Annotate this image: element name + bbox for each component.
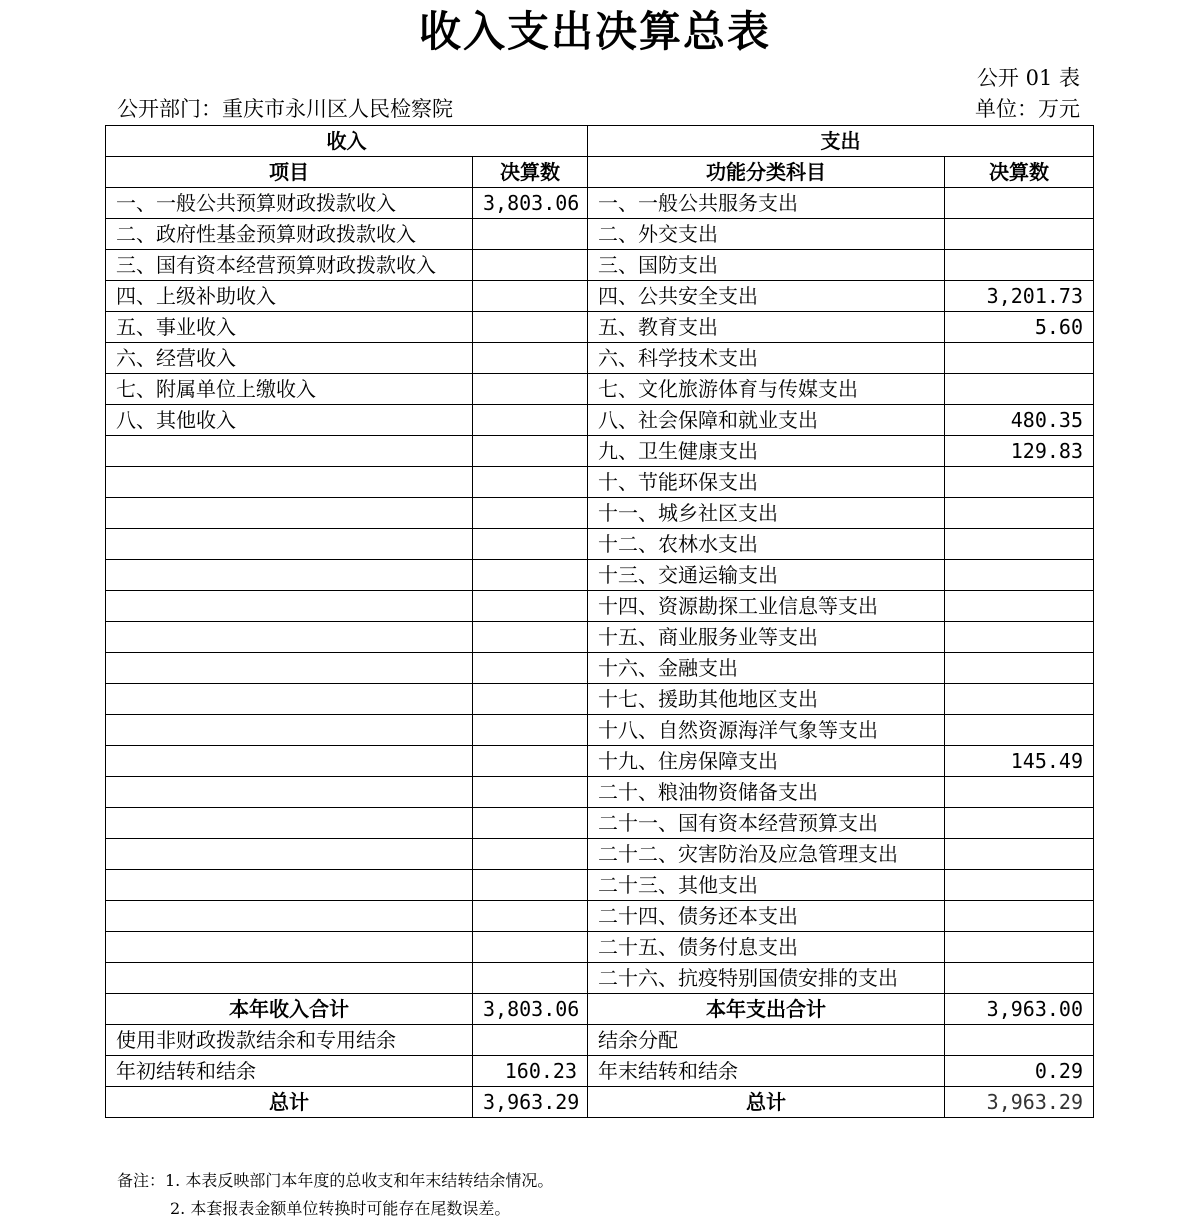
table-row xyxy=(106,622,1094,653)
expense-label-cell: 总计 xyxy=(588,1087,945,1118)
income-value-cell xyxy=(473,808,588,839)
expense-label-cell: 十六、金融支出 xyxy=(588,653,945,684)
income-label-cell xyxy=(106,901,473,932)
income-value-cell xyxy=(473,684,588,715)
income-label-cell: 三、国有资本经营预算财政拨款收入 xyxy=(106,250,473,281)
expense-label-cell: 五、教育支出 xyxy=(588,312,945,343)
income-value-cell xyxy=(473,467,588,498)
expense-value-cell: 145.49 xyxy=(945,746,1094,777)
income-label-cell xyxy=(106,653,473,684)
expense-label-cell: 本年支出合计 xyxy=(588,994,945,1025)
expense-label-cell: 二、外交支出 xyxy=(588,219,945,250)
amount2-column-header: 决算数 xyxy=(945,157,1094,188)
table-row xyxy=(106,963,1094,994)
income-label-cell: 四、上级补助收入 xyxy=(106,281,473,312)
expense-label-cell: 十七、援助其他地区支出 xyxy=(588,684,945,715)
table-row xyxy=(106,870,1094,901)
table-row xyxy=(106,901,1094,932)
income-value-cell xyxy=(473,250,588,281)
income-label-cell xyxy=(106,622,473,653)
income-label-cell: 五、事业收入 xyxy=(106,312,473,343)
income-value-cell xyxy=(473,622,588,653)
income-value-cell: 3,803.06 xyxy=(473,188,588,219)
form-number: 公开 01 表 xyxy=(976,66,1080,90)
table-row xyxy=(106,839,1094,870)
table-row xyxy=(106,932,1094,963)
expense-label-cell: 八、社会保障和就业支出 xyxy=(588,405,945,436)
note-line-1: 备注：1. 本表反映部门本年度的总收支和年末结转结余情况。 xyxy=(117,1171,554,1190)
expense-value-cell xyxy=(945,839,1094,870)
income-label-cell: 七、附属单位上缴收入 xyxy=(106,374,473,405)
expense-label-cell: 十五、商业服务业等支出 xyxy=(588,622,945,653)
income-value-cell xyxy=(473,901,588,932)
expense-value-cell xyxy=(945,560,1094,591)
expense-value-cell: 3,963.00 xyxy=(945,994,1094,1025)
table-row xyxy=(106,467,1094,498)
income-label-cell xyxy=(106,529,473,560)
expense-value-cell xyxy=(945,467,1094,498)
income-value-cell xyxy=(473,374,588,405)
income-label-cell xyxy=(106,839,473,870)
expense-label-cell: 九、卫生健康支出 xyxy=(588,436,945,467)
income-label-cell xyxy=(106,808,473,839)
table-row xyxy=(106,808,1094,839)
income-value-cell xyxy=(473,591,588,622)
expense-value-cell xyxy=(945,715,1094,746)
income-value-cell xyxy=(473,932,588,963)
income-value-cell xyxy=(473,498,588,529)
table-row xyxy=(106,374,1094,405)
expense-label-cell: 二十四、债务还本支出 xyxy=(588,901,945,932)
expense-value-cell xyxy=(945,529,1094,560)
income-label-cell: 总计 xyxy=(106,1087,473,1118)
income-value-cell xyxy=(473,839,588,870)
expense-label-cell: 六、科学技术支出 xyxy=(588,343,945,374)
income-label-cell xyxy=(106,715,473,746)
expense-value-cell xyxy=(945,653,1094,684)
income-label-cell: 八、其他收入 xyxy=(106,405,473,436)
income-value-cell xyxy=(473,281,588,312)
income-label-cell: 年初结转和结余 xyxy=(106,1056,473,1087)
expense-label-cell: 二十、粮油物资储备支出 xyxy=(588,777,945,808)
table-row xyxy=(106,684,1094,715)
expense-value-cell xyxy=(945,901,1094,932)
unit-label: 单位：万元 xyxy=(975,97,1080,121)
expense-label-cell: 二十一、国有资本经营预算支出 xyxy=(588,808,945,839)
expense-value-cell: 0.29 xyxy=(945,1056,1094,1087)
expense-label-cell: 一、一般公共服务支出 xyxy=(588,188,945,219)
income-label-cell xyxy=(106,436,473,467)
amount-column-header: 决算数 xyxy=(473,157,588,188)
expense-value-cell xyxy=(945,219,1094,250)
income-value-cell xyxy=(473,746,588,777)
department-label: 公开部门：重庆市永川区人民检察院 xyxy=(117,97,453,121)
notes xyxy=(117,1167,553,1223)
income-label-cell: 使用非财政拨款结余和专用结余 xyxy=(106,1025,473,1056)
income-value-cell xyxy=(473,343,588,374)
income-value-cell: 3,803.06 xyxy=(473,994,588,1025)
income-label-cell xyxy=(106,963,473,994)
income-label-cell xyxy=(106,746,473,777)
table-row xyxy=(106,746,1094,777)
total-row xyxy=(106,1087,1094,1118)
expense-label-cell: 结余分配 xyxy=(588,1025,945,1056)
expense-value-cell xyxy=(945,870,1094,901)
expense-label-cell: 二十六、抗疫特别国债安排的支出 xyxy=(588,963,945,994)
table-row xyxy=(106,405,1094,436)
expense-value-cell: 3,963.29 xyxy=(945,1087,1094,1118)
page-title: 收入支出决算总表 xyxy=(418,7,771,56)
income-value-cell xyxy=(473,870,588,901)
table-body xyxy=(106,126,1094,1118)
table-column-header-row xyxy=(106,157,1094,188)
income-value-cell xyxy=(473,560,588,591)
income-label-cell: 本年收入合计 xyxy=(106,994,473,1025)
income-value-cell xyxy=(473,405,588,436)
expense-label-cell: 十九、住房保障支出 xyxy=(588,746,945,777)
expense-value-cell: 480.35 xyxy=(945,405,1094,436)
expense-value-cell xyxy=(945,591,1094,622)
income-value-cell xyxy=(473,1025,588,1056)
expense-label-cell: 十一、城乡社区支出 xyxy=(588,498,945,529)
expense-value-cell xyxy=(945,684,1094,715)
expense-value-cell xyxy=(945,777,1094,808)
table-row xyxy=(106,188,1094,219)
income-value-cell xyxy=(473,312,588,343)
income-value-cell xyxy=(473,715,588,746)
expense-label-cell: 十、节能环保支出 xyxy=(588,467,945,498)
expense-value-cell xyxy=(945,250,1094,281)
income-label-cell xyxy=(106,870,473,901)
expense-header: 支出 xyxy=(588,126,1094,157)
expense-value-cell xyxy=(945,343,1094,374)
income-label-cell: 六、经营收入 xyxy=(106,343,473,374)
income-value-cell: 160.23 xyxy=(473,1056,588,1087)
table-row xyxy=(106,250,1094,281)
expense-label-cell: 十三、交通运输支出 xyxy=(588,560,945,591)
income-label-cell xyxy=(106,684,473,715)
table-row xyxy=(106,777,1094,808)
income-value-cell xyxy=(473,653,588,684)
expense-label-cell: 十二、农林水支出 xyxy=(588,529,945,560)
table-row xyxy=(106,653,1094,684)
expense-value-cell xyxy=(945,374,1094,405)
expense-label-cell: 十八、自然资源海洋气象等支出 xyxy=(588,715,945,746)
income-label-cell: 二、政府性基金预算财政拨款收入 xyxy=(106,219,473,250)
table-row xyxy=(106,560,1094,591)
income-label-cell xyxy=(106,591,473,622)
expense-value-cell xyxy=(945,188,1094,219)
expense-label-cell: 二十三、其他支出 xyxy=(588,870,945,901)
income-value-cell xyxy=(473,777,588,808)
income-label-cell xyxy=(106,777,473,808)
expense-value-cell xyxy=(945,932,1094,963)
income-label-cell xyxy=(106,932,473,963)
income-value-cell xyxy=(473,529,588,560)
item-column-header: 项目 xyxy=(106,157,473,188)
expense-value-cell xyxy=(945,498,1094,529)
income-value-cell xyxy=(473,436,588,467)
expense-value-cell xyxy=(945,963,1094,994)
income-value-cell xyxy=(473,963,588,994)
expense-label-cell: 年末结转和结余 xyxy=(588,1056,945,1087)
table-row xyxy=(106,219,1094,250)
expense-value-cell: 5.60 xyxy=(945,312,1094,343)
table-row xyxy=(106,715,1094,746)
expense-label-cell: 二十五、债务付息支出 xyxy=(588,932,945,963)
expense-value-cell: 129.83 xyxy=(945,436,1094,467)
table-row xyxy=(106,281,1094,312)
income-value-cell: 3,963.29 xyxy=(473,1087,588,1118)
income-label-cell xyxy=(106,498,473,529)
table-section-header-row xyxy=(106,126,1094,157)
table-row xyxy=(106,1025,1094,1056)
income-expense-table xyxy=(105,125,1094,1118)
expense-value-cell xyxy=(945,808,1094,839)
table-row xyxy=(106,1056,1094,1087)
expense-label-cell: 七、文化旅游体育与传媒支出 xyxy=(588,374,945,405)
table-row xyxy=(106,343,1094,374)
expense-label-cell: 十四、资源勘探工业信息等支出 xyxy=(588,591,945,622)
expense-value-cell: 3,201.73 xyxy=(945,281,1094,312)
expense-value-cell xyxy=(945,1025,1094,1056)
table-row xyxy=(106,591,1094,622)
table-row xyxy=(106,312,1094,343)
expense-value-cell xyxy=(945,622,1094,653)
income-label-cell: 一、一般公共预算财政拨款收入 xyxy=(106,188,473,219)
note-line-2: 2. 本套报表金额单位转换时可能存在尾数误差。 xyxy=(170,1199,511,1218)
expense-label-cell: 三、国防支出 xyxy=(588,250,945,281)
expense-label-cell: 二十二、灾害防治及应急管理支出 xyxy=(588,839,945,870)
table-row xyxy=(106,529,1094,560)
subtotal-row xyxy=(106,994,1094,1025)
income-label-cell xyxy=(106,467,473,498)
income-label-cell xyxy=(106,560,473,591)
expense-label-cell: 四、公共安全支出 xyxy=(588,281,945,312)
table-row xyxy=(106,498,1094,529)
table-row xyxy=(106,436,1094,467)
income-value-cell xyxy=(473,219,588,250)
function-column-header: 功能分类科目 xyxy=(588,157,945,188)
income-header: 收入 xyxy=(106,126,588,157)
